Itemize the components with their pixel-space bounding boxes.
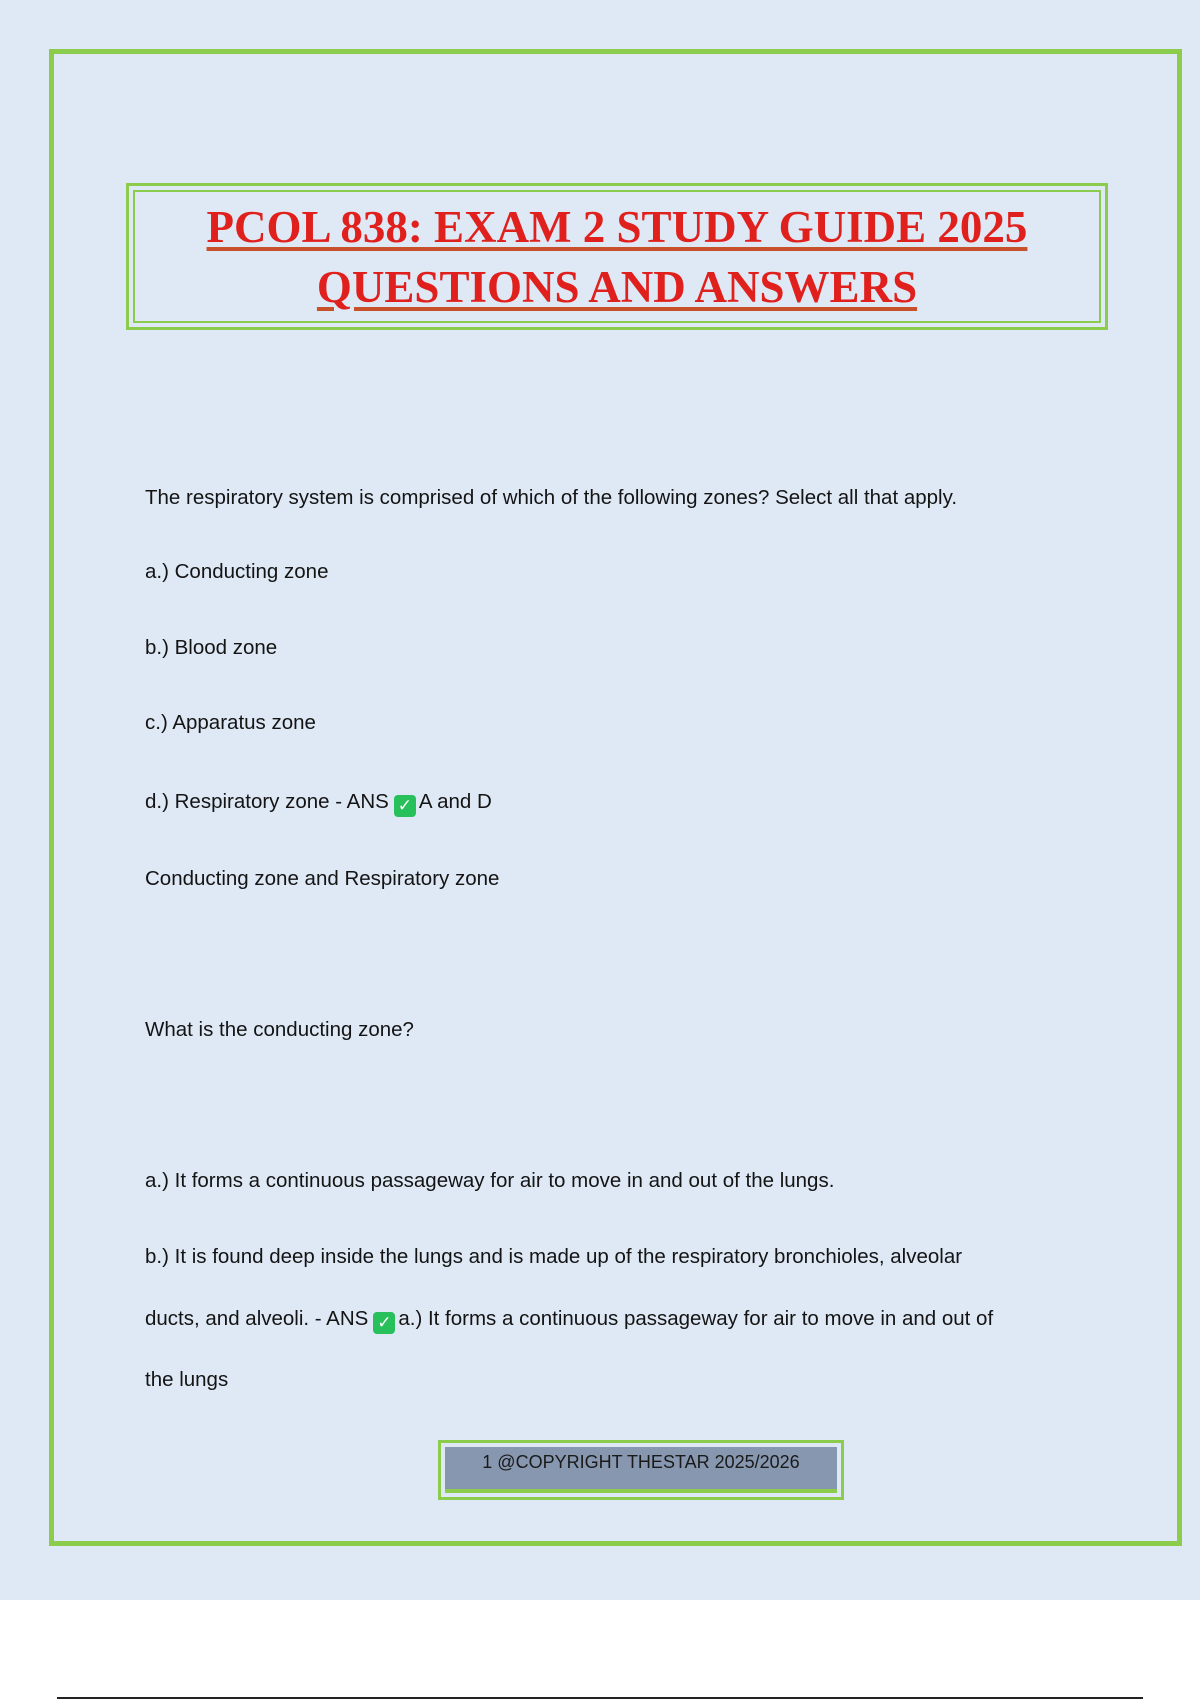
question-1-answer: A and D — [418, 790, 492, 813]
question-1-option-a: a.) Conducting zone — [145, 560, 329, 583]
question-2-option-a: a.) It forms a continuous passageway for air to move in and out of the lungs. — [145, 1169, 835, 1192]
question-2-option-b-continued: ducts, and alveoli. - ANS — [145, 1307, 369, 1330]
question-1-option-d: d.) Respiratory zone - ANS — [145, 790, 389, 813]
bottom-divider — [57, 1697, 1143, 1699]
question-1-option-d-line — [145, 788, 492, 817]
question-2-prompt: What is the conducting zone? — [145, 1018, 414, 1041]
question-1-option-c: c.) Apparatus zone — [145, 711, 316, 734]
question-1-prompt: The respiratory system is comprised of which of the following zones? Select all that apply. — [145, 486, 958, 509]
question-2-answer-continued: the lungs — [145, 1368, 229, 1391]
question-2-option-b: b.) It is found deep inside the lungs and is made up of the respiratory bronchioles, alveolar — [145, 1245, 963, 1268]
title-line-2: QUESTIONS AND ANSWERS — [316, 261, 918, 312]
check-mark-icon: ✓ — [373, 1312, 395, 1334]
footer-copyright: 1 @COPYRIGHT THESTAR 2025/2026 — [445, 1447, 837, 1493]
question-2-answer: a.) It forms a continuous passageway for air to move in and out of — [398, 1307, 994, 1330]
title-box — [126, 183, 1108, 330]
check-mark-icon: ✓ — [394, 795, 416, 817]
question-1-answer-detail: Conducting zone and Respiratory zone — [145, 867, 500, 890]
question-1-option-b: b.) Blood zone — [145, 636, 278, 659]
title-line-1: PCOL 838: EXAM 2 STUDY GUIDE 2025 — [206, 201, 1028, 252]
title-box-inner — [133, 190, 1101, 323]
question-2-option-b-continued-line — [145, 1305, 993, 1334]
footer-box — [438, 1440, 844, 1500]
